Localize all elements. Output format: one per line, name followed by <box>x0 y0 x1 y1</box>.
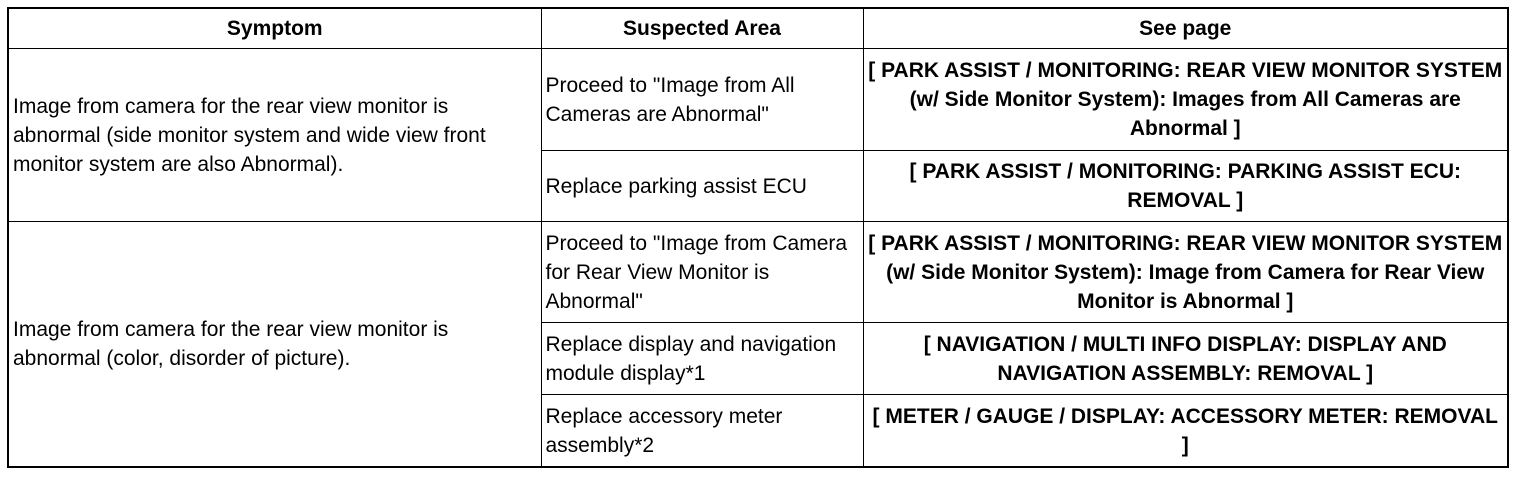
header-suspected-area: Suspected Area <box>541 8 863 49</box>
suspected-area-cell: Replace display and navigation module display*1 <box>541 323 863 395</box>
see-page-link[interactable]: [ PARK ASSIST / MONITORING: REAR VIEW MONITOR SYSTEM (w/ Side Monitor System): Image from Camera for Rear View Monitor is Abnormal ] <box>863 222 1508 323</box>
suspected-area-cell: Proceed to "Image from All Cameras are Abnormal" <box>541 49 863 151</box>
suspected-area-cell: Replace parking assist ECU <box>541 151 863 222</box>
troubleshooting-table <box>7 7 1509 468</box>
header-row <box>8 8 1508 49</box>
see-page-link[interactable]: [ NAVIGATION / MULTI INFO DISPLAY: DISPLAY AND NAVIGATION ASSEMBLY: REMOVAL ] <box>863 323 1508 395</box>
table-row <box>8 49 1508 151</box>
see-page-link[interactable]: [ PARK ASSIST / MONITORING: REAR VIEW MONITOR SYSTEM (w/ Side Monitor System): Images from All Cameras are Abnormal ] <box>863 49 1508 151</box>
header-see-page: See page <box>863 8 1508 49</box>
suspected-area-cell: Replace accessory meter assembly*2 <box>541 395 863 468</box>
see-page-link[interactable]: [ METER / GAUGE / DISPLAY: ACCESSORY METER: REMOVAL ] <box>863 395 1508 468</box>
see-page-link[interactable]: [ PARK ASSIST / MONITORING: PARKING ASSIST ECU: REMOVAL ] <box>863 151 1508 222</box>
suspected-area-cell: Proceed to "Image from Camera for Rear View Monitor is Abnormal" <box>541 222 863 323</box>
header-symptom: Symptom <box>8 8 541 49</box>
symptom-cell: Image from camera for the rear view monitor is abnormal (side monitor system and wide view front monitor system are also Abnormal). <box>8 49 541 222</box>
symptom-cell: Image from camera for the rear view monitor is abnormal (color, disorder of picture). <box>8 222 541 468</box>
table-row <box>8 222 1508 323</box>
